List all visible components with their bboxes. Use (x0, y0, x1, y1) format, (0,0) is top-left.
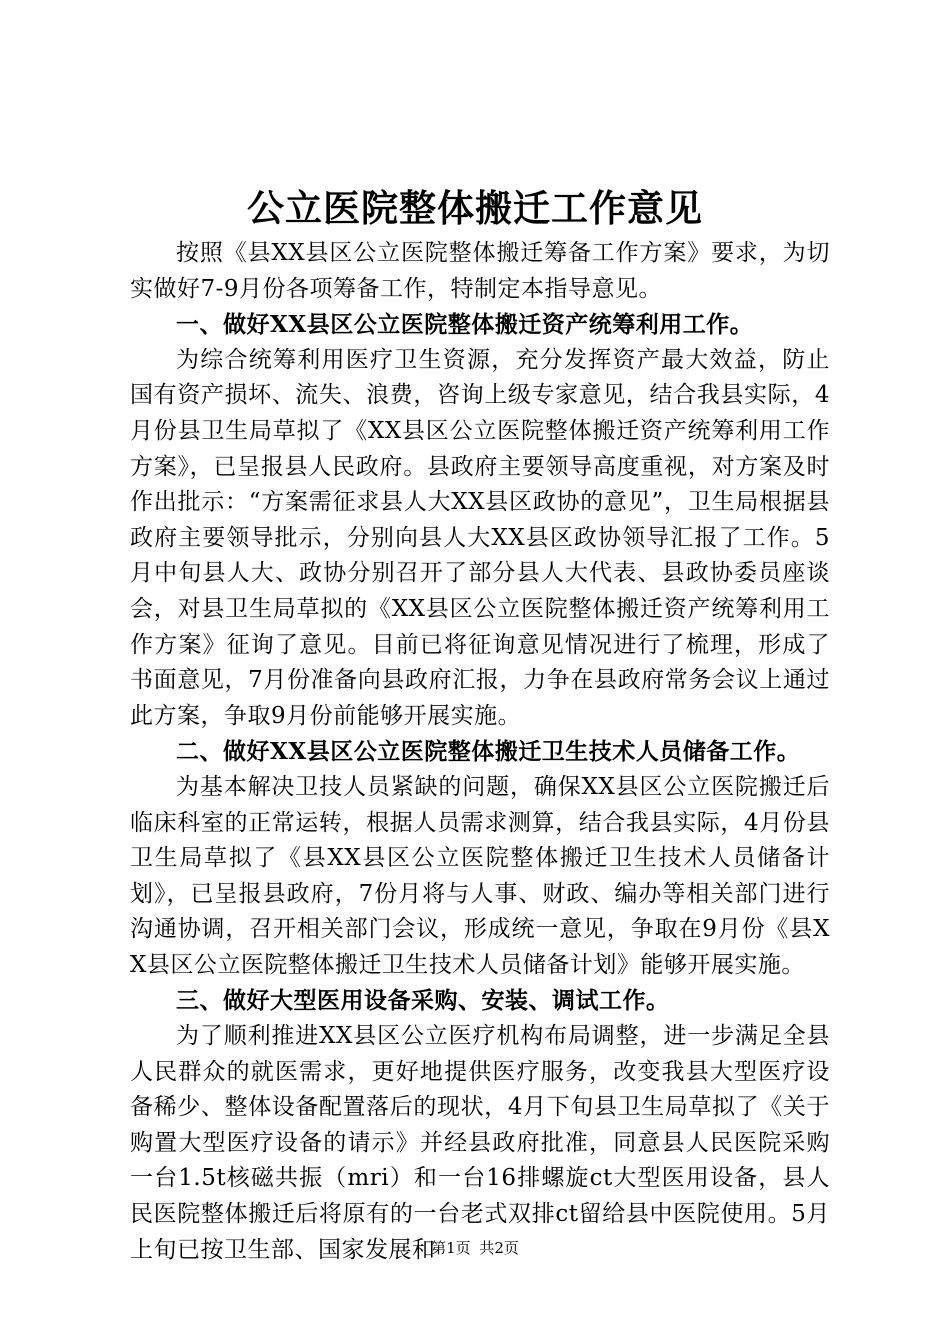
page-footer (0, 1238, 950, 1258)
document-title: 公立医院整体搬迁工作意见 (247, 186, 703, 230)
page-number: 第1页 (431, 1239, 471, 1257)
section-3-body: 为了顺利推进XX县区公立医疗机构布局调整，进一步满足全县人民群众的就医需求，更好地提供医疗服务，改变我县大型医疗设备稀少、整体设备配置落后的现状，4月下旬县卫生局草拟了《关于购置大型医疗设备的请示》并经县政府批准，同意县人民医院采购一台1.5t核磁共振（mri）和一台16排螺旋ct大型医用设备，县人民医院整体搬迁后将原有的一台老式双排ct留给县中医院使用。5月上旬已按卫生部、国家发展和 (130, 1023, 830, 1263)
page-total: 共2页 (479, 1239, 519, 1257)
section-2-heading: 二、做好XX县区公立医院整体搬迁卫生技术人员储备工作。 (176, 738, 801, 766)
intro-paragraph: 按照《县XX县区公立医院整体搬迁筹备工作方案》要求，为切实做好7-9月份各项筹备工作，特制定本指导意见。 (130, 240, 830, 302)
section-1-heading: 一、做好XX县区公立医院整体搬迁资产统筹利用工作。 (176, 311, 754, 339)
section-1-body: 为综合统筹利用医疗卫生资源，充分发挥资产最大效益，防止国有资产损坏、流失、浪费，咨询上级专家意见，结合我县实际，4月份县卫生局草拟了《XX县区公立医院整体搬迁资产统筹利用工作方案》，已呈报县人民政府。县政府主要领导高度重视，对方案及时作出批示：“方案需征求县人大XX县区政协的意见”，卫生局根据县政府主要领导批示，分别向县人大XX县区政协领导汇报了工作。5月中旬县人大、政协分别召开了部分县人大代表、县政协委员座谈会，对县卫生局草拟的《XX县区公立医院整体搬迁资产统筹利用工作方案》征询了意见。目前已将征询意见情况进行了梳理，形成了书面意见，7月份准备向县政府汇报，力争在县政府常务会议上通过此方案，争取9月份前能够开展实施。 (130, 346, 830, 729)
section-3-heading: 三、做好大型医用设备采购、安装、调试工作。 (176, 987, 670, 1015)
document-body (130, 236, 830, 1268)
section-2-body: 为基本解决卫技人员紧缺的问题，确保XX县区公立医院搬迁后临床科室的正常运转，根据人员需求测算，结合我县实际，4月份县卫生局草拟了《县XX县区公立医院整体搬迁卫生技术人员储备计划》，已呈报县政府，7份月将与人事、财政、编办等相关部门进行沟通协调，召开相关部门会议，形成统一意见，争取在9月份《县XX县区公立医院整体搬迁卫生技术人员储备计划》能够开展实施。 (130, 773, 830, 978)
